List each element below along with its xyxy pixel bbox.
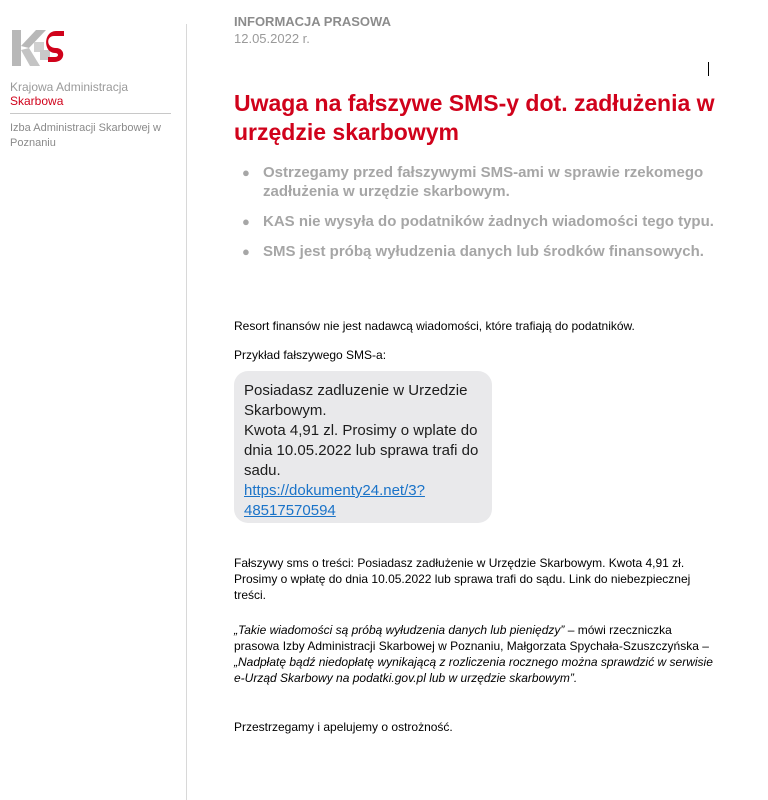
paragraph-quote <box>234 622 714 686</box>
quote-text: „Nadpłatę bądź niedopłatę wynikającą z rozliczenia rocznego można sprawdzić w serwisie e-Urząd Skarbowy na podatki.gov.pl lub w urzędzie skarbowym”. <box>234 655 713 685</box>
sms-link[interactable]: https://dokumenty24.net/3?48517570594 <box>244 482 425 519</box>
sms-line: Kwota 4,91 zl. Prosimy o wplate do dnia 10.05.2022 lub sprawa trafi do sadu. <box>244 422 479 479</box>
org-name-line2: Skarbowa <box>10 94 64 108</box>
document-type: INFORMACJA PRASOWA <box>234 14 391 29</box>
release-date: 12.05.2022 r. <box>234 31 310 46</box>
sms-line: Posiadasz zadluzenie w Urzedzie Skarbowym. <box>244 382 468 419</box>
bullet-icon: ● <box>242 214 250 229</box>
key-point: ● KAS nie wysyła do podatników żadnych wiadomości tego typu. <box>242 213 714 230</box>
paragraph-closing: Przestrzegamy i apelujemy o ostrożność. <box>234 720 453 734</box>
key-point: ● SMS jest próbą wyłudzenia danych lub środków finansowych. <box>242 243 704 260</box>
sms-text <box>244 381 488 521</box>
paragraph-example-label: Przykład fałszywego SMS-a: <box>234 348 387 362</box>
bullet-icon: ● <box>242 165 250 180</box>
quote-text: „Takie wiadomości są próbą wyłudzenia danych lub pieniędzy” <box>234 623 565 637</box>
quote-attribution: – mówi rzeczniczka prasowa Izby Administracji Skarbowej w Poznaniu, Małgorzata Spychała-Szuszczyńska – <box>234 623 709 653</box>
key-point: ● Ostrzegamy przed fałszywymi SMS-ami w sprawie rzekomego zadłużenia w urzędzie skarbowym. <box>242 164 704 200</box>
org-name-line1: Krajowa Administracja <box>10 80 129 94</box>
paragraph-resort: Resort finansów nie jest nadawcą wiadomości, które trafiają do podatników. <box>234 319 635 333</box>
key-points-list <box>234 163 714 272</box>
headline: Uwaga na fałszywe SMS-y dot. zadłużenia w urzędzie skarbowym <box>234 90 715 145</box>
text-cursor <box>708 62 709 76</box>
sidebar-divider <box>10 113 171 114</box>
sms-bubble <box>234 371 492 523</box>
bullet-icon: ● <box>242 244 250 259</box>
paragraph-sms-description: Fałszywy sms o treści: Posiadasz zadłużenie w Urzędzie Skarbowym. Kwota 4,91 zł. Prosimy o wpłatę do dnia 10.05.2022 lub sprawa trafi do sądu. Link do niebezpiecznej treści. <box>234 556 691 602</box>
sidebar <box>0 0 186 800</box>
vertical-divider <box>186 24 187 800</box>
kas-logo <box>10 24 76 72</box>
unit-name: Izba Administracji Skarbowej w Poznaniu <box>10 122 162 149</box>
